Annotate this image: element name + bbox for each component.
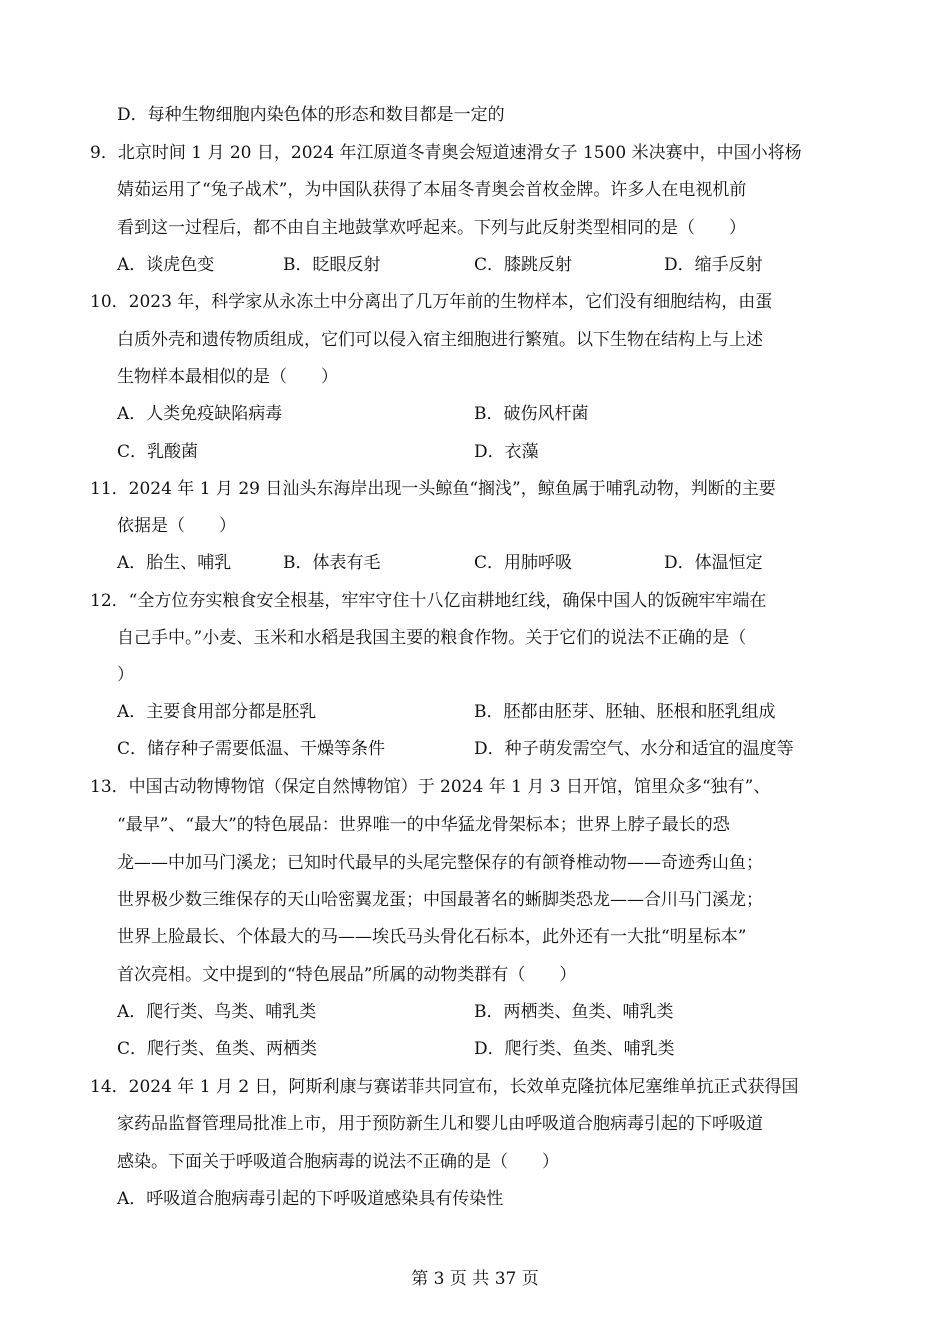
q10-stem-line-3: 生物样本最相似的是（ ） bbox=[117, 367, 338, 387]
q13-stem-line-4: 世界极少数三维保存的天山哈密翼龙蛋；中国最著名的蜥脚类恐龙——合川马门溪龙； bbox=[117, 890, 763, 910]
q13-stem-line-6: 首次亮相。文中提到的“特色展品”所属的动物类群有（ ） bbox=[117, 965, 577, 985]
q13-stem-line-2: “最早”、“最大”的特色展品：世界唯一的中华猛龙骨架标本；世界上脖子最长的恐 bbox=[117, 815, 730, 835]
q13-option-b: B．两栖类、鱼类、哺乳类 bbox=[474, 1002, 674, 1022]
q9-option-b: B．眨眼反射 bbox=[283, 255, 381, 275]
q10-option-b: B．破伤风杆菌 bbox=[474, 404, 589, 424]
q9-option-c: C．膝跳反射 bbox=[474, 255, 573, 275]
q14-stem-line-3: 感染。下面关于呼吸道合胞病毒的说法不正确的是（ ） bbox=[117, 1152, 559, 1172]
q11-stem-line-2: 依据是（ ） bbox=[117, 516, 236, 536]
q9-stem-line-3: 看到这一过程后，都不由自主地鼓掌欢呼起来。下列与此反射类型相同的是（ ） bbox=[117, 218, 746, 238]
option-d-prev: D．每种生物细胞内染色体的形态和数目都是一定的 bbox=[117, 105, 505, 125]
page-footer: 第 3 页 共 37 页 bbox=[411, 1269, 539, 1289]
q10-option-d: D．衣藻 bbox=[474, 442, 539, 462]
q11-option-c: C．用肺呼吸 bbox=[474, 553, 573, 573]
q12-stem-line-3: ） bbox=[117, 665, 134, 685]
q10-option-c: C．乳酸菌 bbox=[117, 442, 199, 462]
q10-option-a: A．人类免疫缺陷病毒 bbox=[117, 404, 283, 424]
q9-stem-line-2: 婧茹运用了“兔子战术”，为中国队获得了本届冬青奥会首枚金牌。许多人在电视机前 bbox=[117, 180, 747, 200]
q10-stem-line-2: 白质外壳和遗传物质组成，它们可以侵入宿主细胞进行繁殖。以下生物在结构上与上述 bbox=[117, 330, 763, 350]
q9-stem-line-1: 9．北京时间 1 月 20 日，2024 年江原道冬青奥会短道速滑女子 1500 米决赛中，中国小将杨 bbox=[90, 143, 802, 163]
q13-option-a: A．爬行类、鸟类、哺乳类 bbox=[117, 1002, 317, 1022]
q12-stem-line-2: 自己手中。”小麦、玉米和水稻是我国主要的粮食作物。关于它们的说法不正确的是（ bbox=[117, 628, 747, 648]
q12-option-d: D．种子萌发需空气、水分和适宜的温度等 bbox=[474, 739, 794, 759]
q12-option-c: C．储存种子需要低温、干燥等条件 bbox=[117, 739, 386, 759]
q11-option-b: B．体表有毛 bbox=[283, 553, 381, 573]
q12-option-a: A．主要食用部分都是胚乳 bbox=[117, 702, 317, 722]
q14-stem-line-2: 家药品监督管理局批准上市，用于预防新生儿和婴儿由呼吸道合胞病毒引起的下呼吸道 bbox=[117, 1114, 763, 1134]
q14-stem-line-1: 14．2024 年 1 月 2 日，阿斯利康与赛诺菲共同宣布，长效单克隆抗体尼塞维单抗正式获得国 bbox=[90, 1077, 799, 1097]
q14-option-a: A．呼吸道合胞病毒引起的下呼吸道感染具有传染性 bbox=[117, 1189, 504, 1209]
q13-stem-line-5: 世界上脸最长、个体最大的马——埃氏马头骨化石标本，此外还有一大批“明星标本” bbox=[117, 927, 747, 947]
q13-option-d: D．爬行类、鱼类、哺乳类 bbox=[474, 1039, 675, 1059]
q13-stem-line-1: 13．中国古动物博物馆（保定自然博物馆）于 2024 年 1 月 3 日开馆，馆里众多“独有”、 bbox=[90, 777, 771, 797]
q12-stem-line-1: 12．“全方位夯实粮食安全根基，牢牢守住十八亿亩耕地红线，确保中国人的饭碗牢牢端在 bbox=[90, 591, 767, 611]
q10-stem-line-1: 10．2023 年，科学家从永冻土中分离出了几万年前的生物样本，它们没有细胞结构，由蛋 bbox=[90, 292, 773, 312]
q13-option-c: C．爬行类、鱼类、两栖类 bbox=[117, 1039, 318, 1059]
q13-stem-line-3: 龙——中加马门溪龙；已知时代最早的头尾完整保存的有颌脊椎动物——奇迹秀山鱼； bbox=[117, 853, 763, 873]
q12-option-b: B．胚都由胚芽、胚轴、胚根和胚乳组成 bbox=[474, 702, 776, 722]
q11-option-d: D．体温恒定 bbox=[664, 553, 763, 573]
q11-option-a: A．胎生、哺乳 bbox=[117, 553, 232, 573]
q11-stem-line-1: 11．2024 年 1 月 29 日汕头东海岸出现一头鲸鱼“搁浅”，鲸鱼属于哺乳动物，判断的主要 bbox=[90, 479, 776, 499]
q9-option-a: A．谈虎色变 bbox=[117, 255, 215, 275]
q9-option-d: D．缩手反射 bbox=[664, 255, 763, 275]
